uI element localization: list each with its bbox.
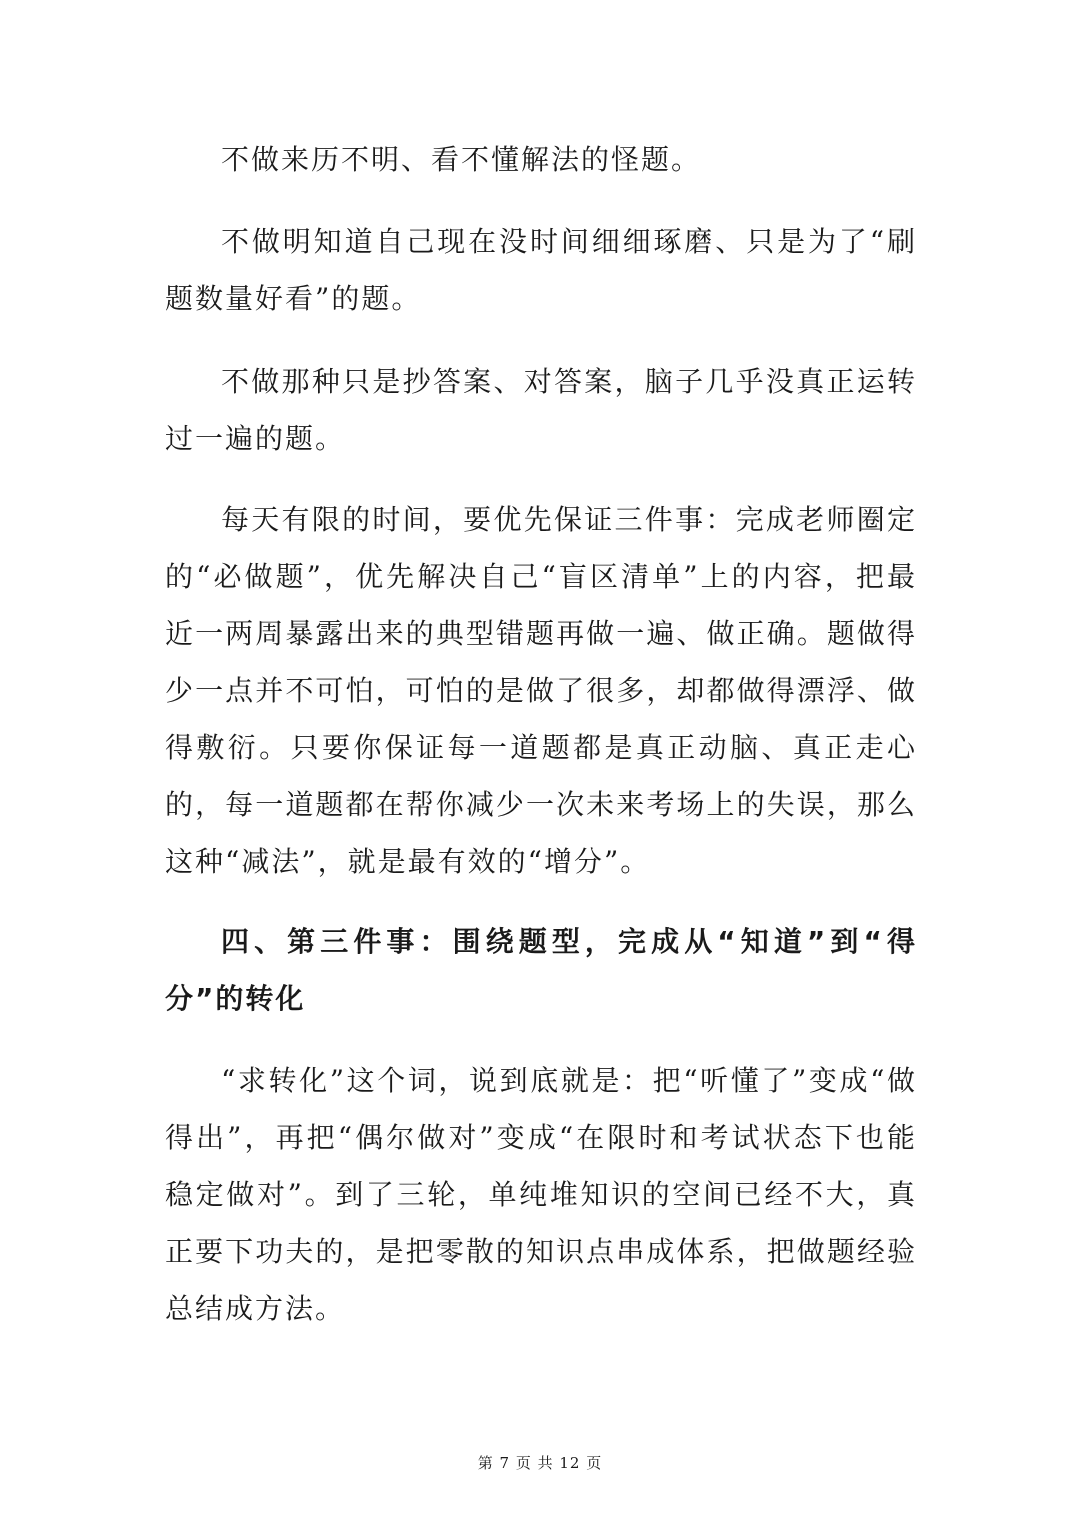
paragraph-no-copy-answers: 不做那种只是抄答案、对答案，脑子几乎没真正运转过一遍的题。 <box>165 365 917 455</box>
paragraph-no-strange-problems: 不做来历不明、看不懂解法的怪题。 <box>221 143 702 176</box>
paragraph-no-count-padding: 不做明知道自己现在没时间细细琢磨、只是为了“刷题数量好看”的题。 <box>165 225 917 315</box>
paragraph-transformation: “求转化”这个词，说到底就是：把“听懂了”变成“做得出”，再把“偶尔做对”变成“在限时和考试状态下也能稳定做对”。到了三轮，单纯堆知识的空间已经不大，真正要下功夫的，是把零散的知识点串成体系，把做题经验总结成方法。 <box>165 1064 917 1325</box>
paragraph-three-priorities: 每天有限的时间，要优先保证三件事：完成老师圈定的“必做题”，优先解决自己“盲区清单”上的内容，把最近一两周暴露出来的典型错题再做一遍、做正确。题做得少一点并不可怕，可怕的是做了很多，却都做得漂浮、做得敷衍。只要你保证每一道题都是真正动脑、真正走心的，每一道题都在帮你减少一次未来考场上的失误，那么这种“减法”，就是最有效的“增分”。 <box>165 503 917 878</box>
section-heading-four: 四、第三件事：围绕题型，完成从“知道”到“得分”的转化 <box>165 925 917 1015</box>
page-number-footer: 第 7 页 共 12 页 <box>477 1454 603 1472</box>
